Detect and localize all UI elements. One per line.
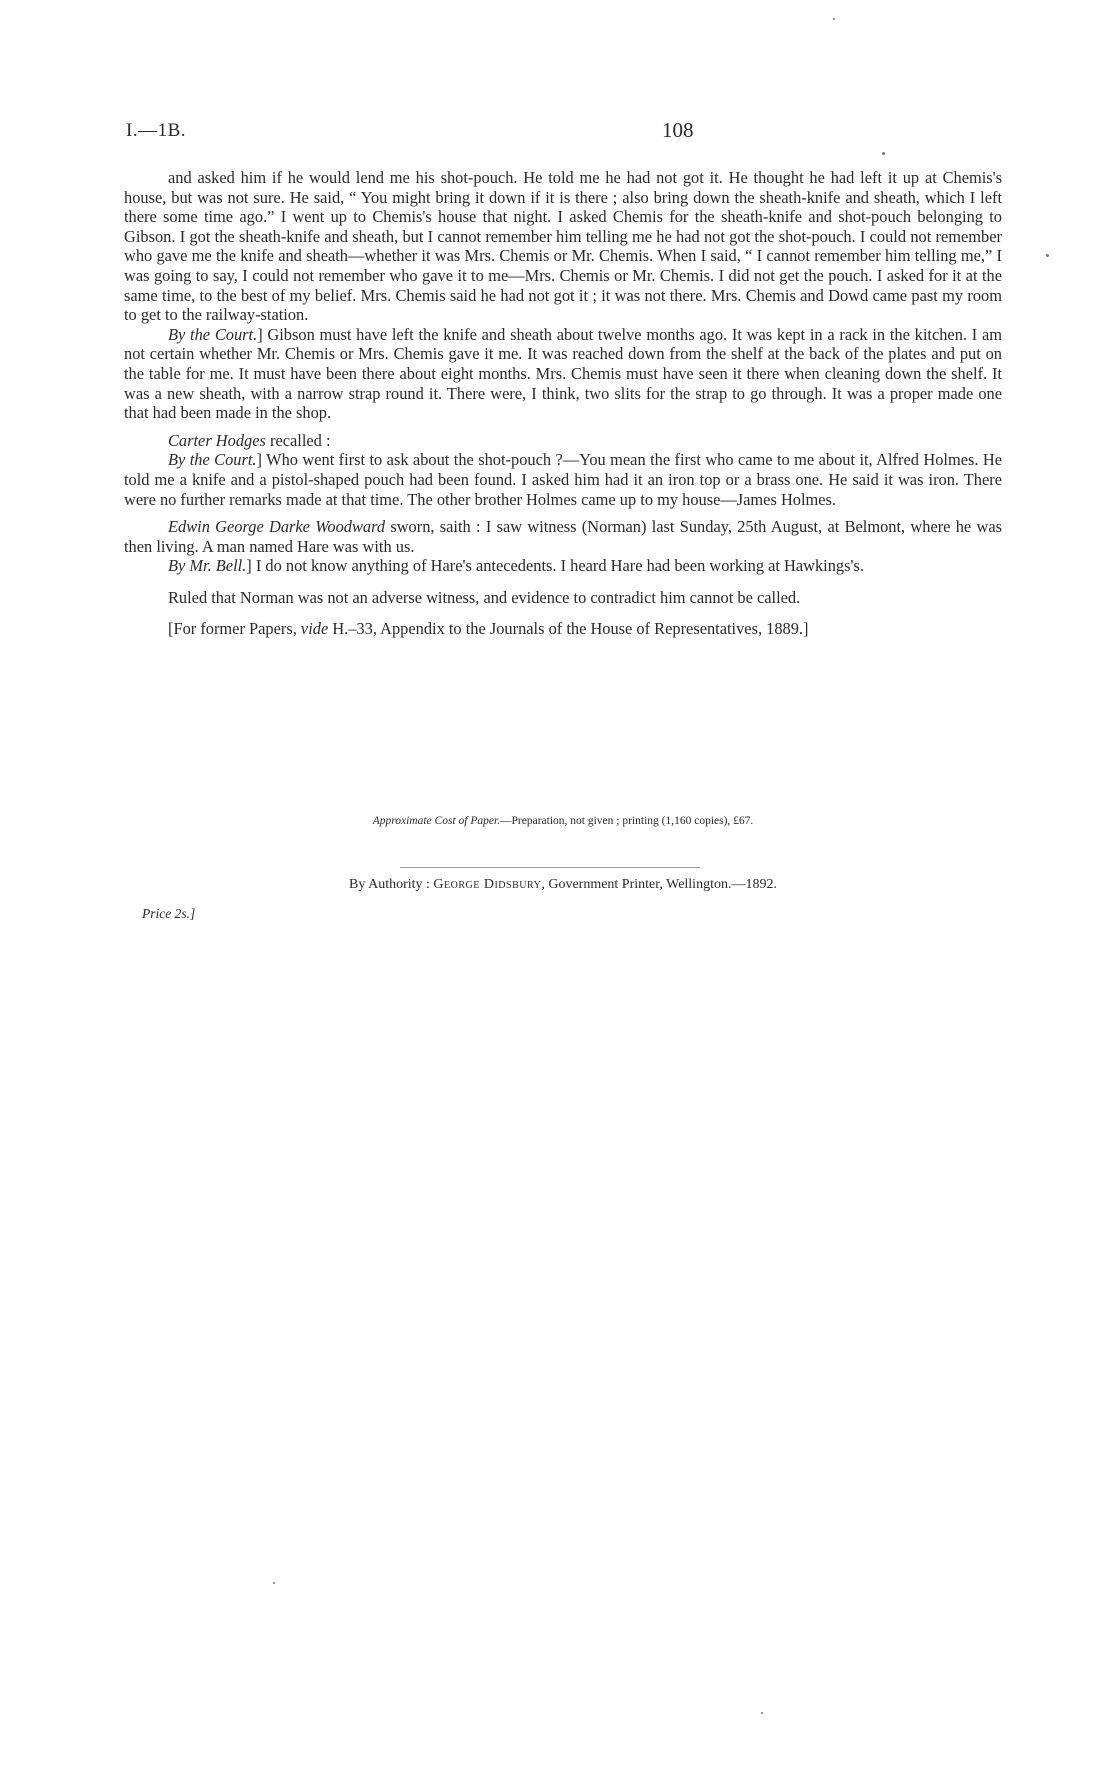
scan-speck [761, 1712, 763, 1714]
cost-label: Approximate Cost of Paper. [372, 815, 501, 827]
page-number: 108 [662, 118, 694, 142]
printer-name: George Didsbury [433, 877, 542, 892]
divider-rule [400, 867, 700, 868]
paragraph-by-mr-bell: By Mr. Bell.] I do not know anything of Hare's antecedents. I heard Hare had been working at Hawkings's. [168, 556, 864, 576]
cost-text: —Preparation, not given ; printing (1,160 copies), £67. [500, 815, 754, 827]
scan-speck [882, 152, 885, 155]
paragraph-by-the-court: By the Court.] Gibson must have left the knife and sheath about twelve months ago. It was kept in a rack in the kitchen. I am not certain whether Mr. Chemis or Mrs. Chemis gave it me. It was reached down from the shelf at the back of the plates and put on the table for me. It must have been there about eight months. Mrs. Chemis must have seen it there when cleaning down the shelf. It was a new sheath, with a narrow strap round it. There were, I think, two slits for the strap to go through. It was a proper made one that had been made in the shop. [124, 324, 1002, 423]
paragraph-testimony-continued: and asked him if he would lend me his shot-pouch. He told me he had not got it. He thought he had left it up at Chemis's house, but was not sure. He said, “ You might bring it down if it is there ; also bring down the sheath-knife and sheath, which I left there some time ago.” I went up to Chemis's house that night. I asked Chemis for the sheath-knife and shot-pouch belonging to Gibson. I got the sheath-knife and sheath, but I cannot remember him telling me he had not got the shot-pouch. I could not remember who gave me the knife and sheath—whether it was Mrs. Chemis or Mr. Chemis. When I said, “ I cannot remember him telling me,” I was going to say, I could not remember who gave it to me—Mrs. Chemis or Mr. Chemis. I did not get the pouch. I asked for it at the same time, to the best of my belief. Mrs. Chemis said he had not got it ; it was not there. Mrs. Chemis and Dowd came past my room to get to the railway-station. [124, 168, 1002, 325]
paragraph-ruling: Ruled that Norman was not an adverse witness, and evidence to contradict him cannot be called. [168, 587, 801, 607]
paragraph-former-papers: [For former Papers, vide H.–33, Appendix to the Journals of the House of Representatives, 1889.] [168, 619, 809, 639]
paragraph-woodward-sworn: Edwin George Darke Woodward sworn, saith : I saw witness (Norman) last Sunday, 25th August, at Belmont, where he was then living. A man named Hare was with us. [124, 517, 1002, 556]
document-reference: I.—1B. [126, 120, 186, 141]
cost-note [124, 815, 1002, 827]
paragraph-by-the-court-hodges: By the Court.] Who went first to ask about the shot-pouch ?—You mean the first who came to me about it, Alfred Holmes. He told me a knife and a pistol-shaped pouch had been found. I asked him had it an iron top or a brass one. He said it was iron. There were no further remarks made at that time. The other brother Holmes came up to my house—James Holmes. [124, 450, 1002, 509]
price-note: Price 2s.] [142, 906, 196, 921]
page-header [124, 118, 1004, 148]
printer-authority: By Authority : George Didsbury, Government Printer, Wellington.—1892. [349, 877, 777, 892]
body-text [124, 168, 1002, 639]
paragraph-witness-recalled: Carter Hodges recalled : [168, 430, 331, 450]
scan-speck [1046, 254, 1049, 257]
scan-speck [833, 18, 835, 20]
scan-speck [273, 1582, 275, 1584]
